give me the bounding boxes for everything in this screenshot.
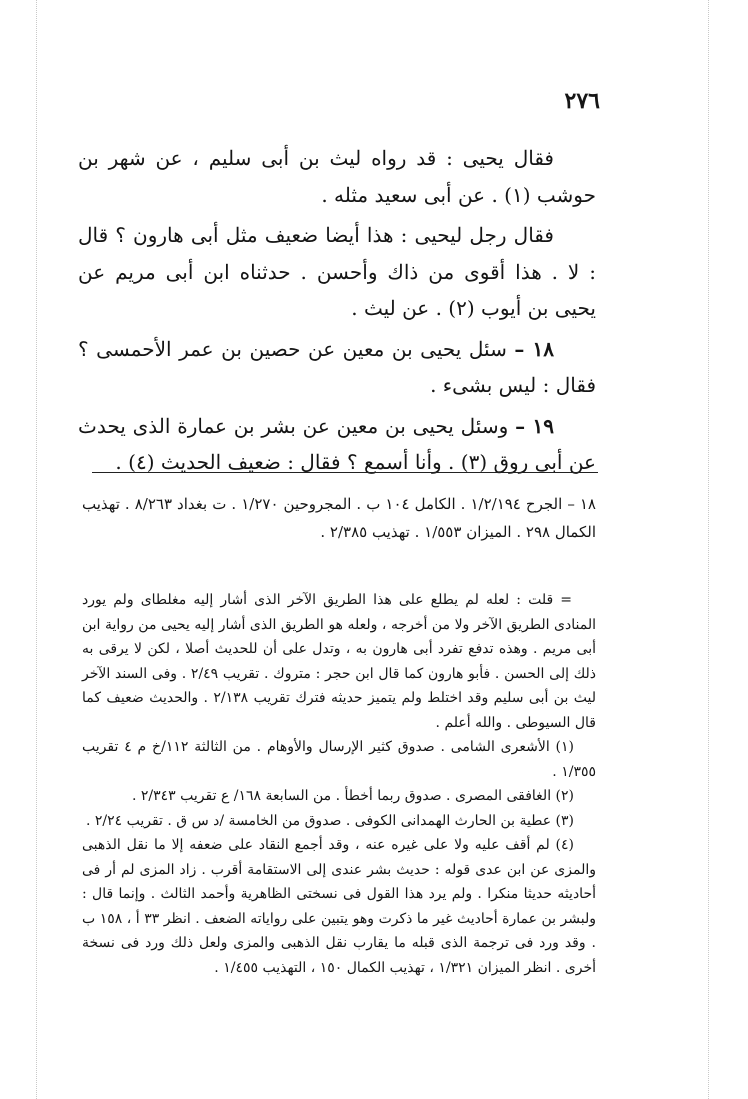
page-number: ٢٧٦ [564,88,600,114]
footnote-2: (٢) الغافقى المصرى . صدوق ربما أخطأ . من السابعة ١٦٨/ ع تقريب ٢/٣٤٣ . [132,788,574,804]
reference-line: ١٨ – الجرح ١/٢/١٩٤ . الكامل ١٠٤ ب . المجروحين ١/٢٧٠ . ت بغداد ٨/٢٦٣ . تهذيب الكمال ٢٩٨ . الميزان ١/٥٥٣ . تهذيب ٢/٣٨٥ . [82,495,596,541]
entry-number-18: ١٨ – [514,336,555,361]
footnote-divider [92,472,598,473]
footnotes-block [82,588,596,980]
references-block [82,490,596,546]
footnote-3: (٣) عطية بن الحارث الهمدانى الكوفى . صدوق من الخامسة /د س ق . تقريب ٢/٢٤ . [85,812,574,829]
footnote-4: (٤) لم أقف عليه ولا على غيره عنه ، وقد أجمع النقاد على ضعفه إلا ما نقل الذهبى والمزى عن ابن عدى قوله : حديث بشر عندى إلى الاستقامة أقرب . زاد المزى لم أر فى أحاديثه حديثا منكرا . ولم يرد هذا القول فى نسختى الظاهرية وأحمد الثالث . وإنما قال : ولبشر بن عمارة أحاديث غير ما ذكرت وهو يتبين على رواياته الضعف . انظر ٣٣ أ ، ١٥٨ ب . وقد ورد فى ترجمة الذى قبله ما يقارب نقل الذهبى والمزى ولعل ذلك ورد فى نسخة أخرى . انظر الميزان ١/٣٢١ ، تهذيب الكمال ١٥٠ ، التهذيب ١/٤٥٥ . [82,837,596,976]
entry-text-19: وسئل يحيى بن معين عن بشر بن عمارة الذى يحدث عن أبى روق (٣) . وأنا أسمع ؟ فقال : ضعيف الحديث (٤) . [78,413,596,474]
main-text [78,140,596,485]
main-paragraph-18 [78,331,596,404]
page-edge-right [708,0,709,1099]
entry-text-18: سئل يحيى بن معين عن حصين بن عمر الأحمسى ؟ فقال : ليس بشىء . [78,336,596,397]
page-edge-left [36,0,37,1099]
note-intro: = قلت : لعله لم يطلع على هذا الطريق الآخر الذى أشار إليه مغلطاى ولم يورد المنادى الطريق الآخر ولا من أخرجه ، ولعله هو الطريق الذى أشار إليه يحيى من رواية ابن أبى مريم . وهذه تدفع تفرد أبى هارون به ، وتدل على أن للحديث أصلا ، لكن لا يرقى به ذلك إلى الحسن . فأبو هارون كما قال ابن حجر : متروك . تقريب ٢/٤٩ . وفى السند الآخر ليث بن أبى سليم وقد اختلط ولم يتميز حديثه فترك تقريب ٢/١٣٨ . والحديث ضعيف كما قال السيوطى . والله أعلم . [82,592,596,731]
main-paragraph-1: فقال يحيى : قد رواه ليث بن أبى سليم ، عن شهر بن حوشب (١) . عن أبى سعيد مثله . [78,146,596,207]
main-paragraph-2: فقال رجل ليحيى : هذا أيضا ضعيف مثل أبى هارون ؟ قال : لا . هذا أقوى من ذاك وأحسن . حدثناه ابن أبى مريم عن يحيى بن أيوب (٢) . عن ليث . [78,223,596,320]
entry-number-19: ١٩ – [515,413,554,438]
footnote-1: (١) الأشعرى الشامى . صدوق كثير الإرسال والأوهام . من الثالثة ١١٢/خ م ٤ تقريب ١/٣٥٥ . [82,739,596,780]
main-paragraph-19 [78,408,596,481]
